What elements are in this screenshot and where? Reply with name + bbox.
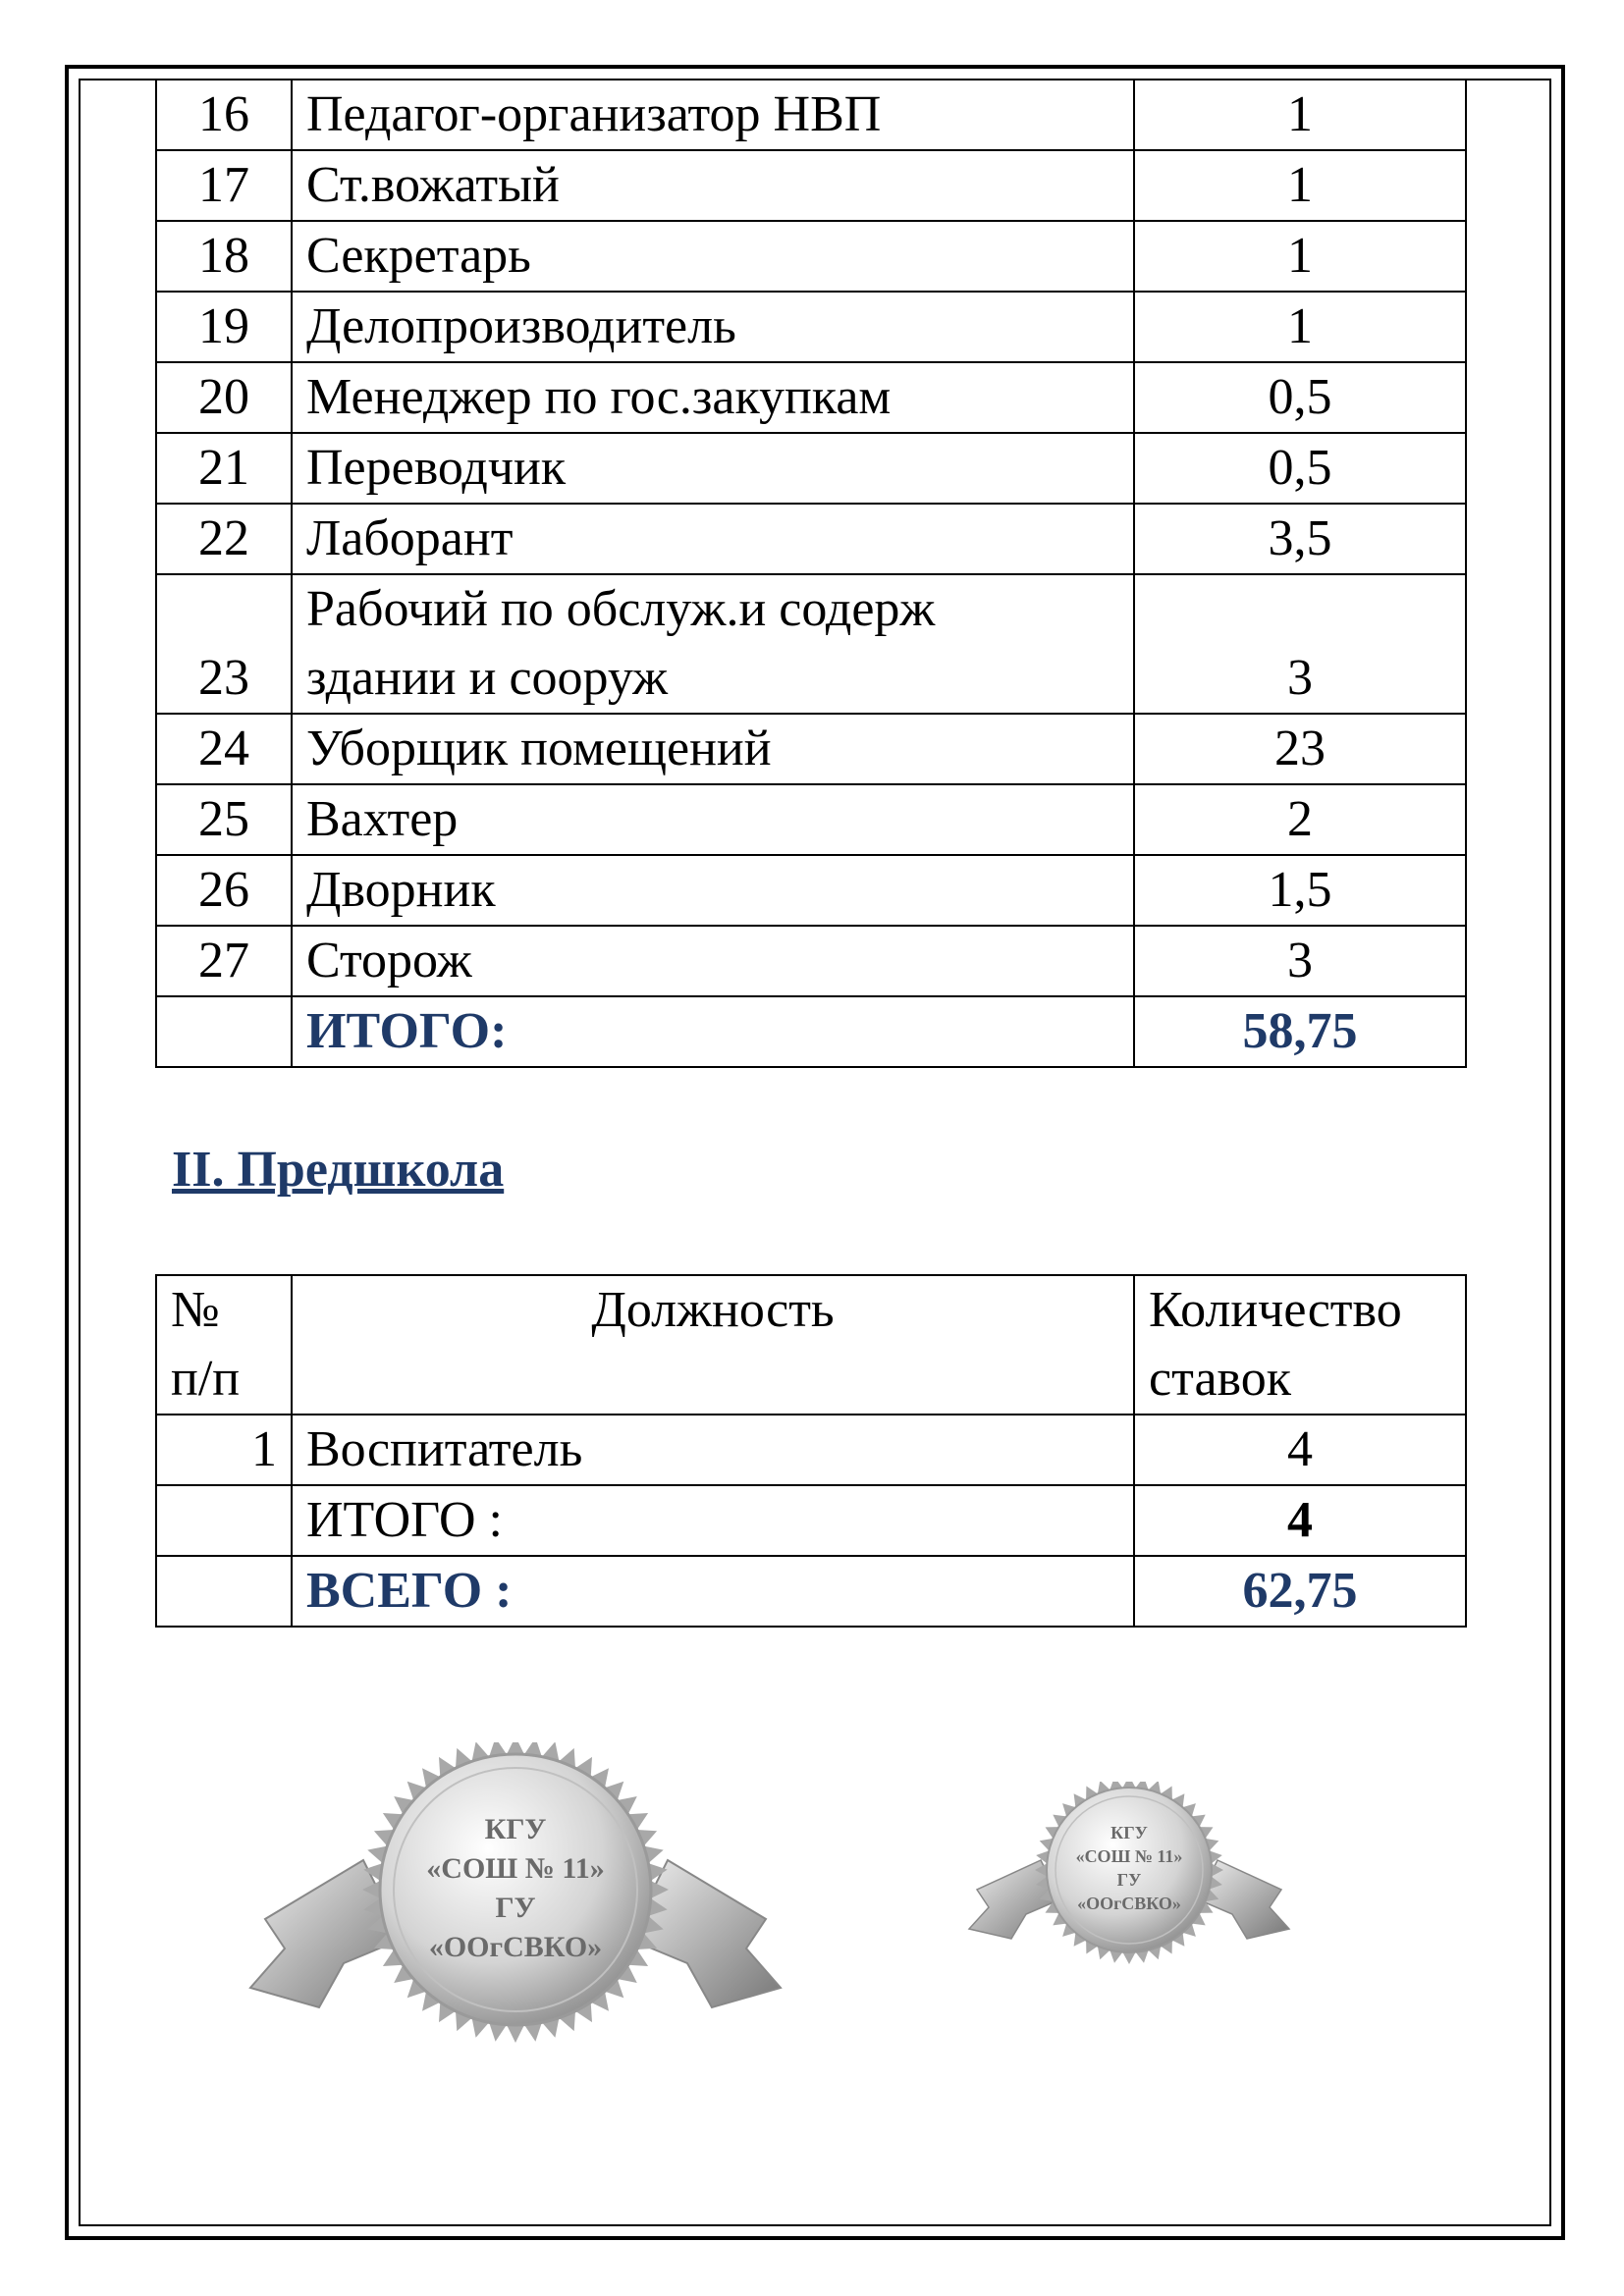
seal-large xyxy=(245,1742,785,2066)
row-number: 20 xyxy=(156,362,292,433)
position-name: Лаборант xyxy=(292,504,1134,574)
rate-count: 3 xyxy=(1134,574,1466,714)
position-name: Уборщик помещений xyxy=(292,714,1134,784)
staff-table xyxy=(155,79,1467,1068)
position-name: Ст.вожатый xyxy=(292,150,1134,221)
position-name: Секретарь xyxy=(292,221,1134,292)
table-row xyxy=(156,574,1466,714)
table-row xyxy=(156,292,1466,362)
row-number: 25 xyxy=(156,784,292,855)
position-name: Вахтер xyxy=(292,784,1134,855)
table-row xyxy=(156,855,1466,926)
table-row xyxy=(156,221,1466,292)
position-name xyxy=(292,574,1134,714)
rate-count: 1 xyxy=(1134,150,1466,221)
seal-line: ГУ xyxy=(495,1892,536,1924)
total-value: 58,75 xyxy=(1134,996,1466,1067)
position-name: Сторож xyxy=(292,926,1134,996)
seal-line: «ООгСВКО» xyxy=(428,1931,603,1963)
header-number-line: № xyxy=(171,1282,220,1338)
header-count xyxy=(1134,1275,1466,1415)
position-name: Дворник xyxy=(292,855,1134,926)
position-name-line: здании и сооруж xyxy=(306,650,669,706)
seal-line: КГУ xyxy=(484,1813,547,1845)
seal-disc xyxy=(380,1754,651,2025)
position-name: Переводчик xyxy=(292,433,1134,504)
rate-count: 3 xyxy=(1134,926,1466,996)
grand-total-row xyxy=(156,1556,1466,1627)
header-position: Должность xyxy=(292,1275,1134,1415)
rate-count: 23 xyxy=(1134,714,1466,784)
subtotal-label: ИТОГО : xyxy=(292,1485,1134,1556)
empty-cell xyxy=(156,1485,292,1556)
table-row xyxy=(156,504,1466,574)
subtotal-row xyxy=(156,1485,1466,1556)
grand-total-label: ВСЕГО : xyxy=(292,1556,1134,1627)
empty-cell xyxy=(156,1556,292,1627)
position-name: Делопроизводитель xyxy=(292,292,1134,362)
seal-line: КГУ xyxy=(1110,1823,1148,1842)
preschool-table xyxy=(155,1274,1467,1628)
seal-line: «ООгСВКО» xyxy=(1077,1894,1181,1913)
total-row xyxy=(156,996,1466,1067)
rate-count: 0,5 xyxy=(1134,362,1466,433)
table-row xyxy=(156,926,1466,996)
table-row xyxy=(156,80,1466,150)
table-row xyxy=(156,362,1466,433)
header-count-line: Количество xyxy=(1149,1282,1402,1338)
table-row xyxy=(156,714,1466,784)
rate-count: 3,5 xyxy=(1134,504,1466,574)
rate-count: 0,5 xyxy=(1134,433,1466,504)
rate-count: 4 xyxy=(1134,1415,1466,1485)
position-name: Педагог-организатор НВП xyxy=(292,80,1134,150)
seal-line: «СОШ № 11» xyxy=(426,1852,605,1885)
row-number: 16 xyxy=(156,80,292,150)
rate-count: 1 xyxy=(1134,221,1466,292)
seal-line: ГУ xyxy=(1116,1870,1142,1890)
total-label: ИТОГО: xyxy=(292,996,1134,1067)
rate-count: 2 xyxy=(1134,784,1466,855)
row-number: 27 xyxy=(156,926,292,996)
row-number: 24 xyxy=(156,714,292,784)
row-number: 1 xyxy=(156,1415,292,1485)
rate-count: 1 xyxy=(1134,292,1466,362)
row-number: 22 xyxy=(156,504,292,574)
table-header-row xyxy=(156,1275,1466,1415)
row-number: 18 xyxy=(156,221,292,292)
seal-line: «СОШ № 11» xyxy=(1075,1846,1183,1866)
header-count-line: ставок xyxy=(1149,1351,1291,1407)
position-name-line: Рабочий по обслуж.и содерж xyxy=(306,581,936,637)
subtotal-value: 4 xyxy=(1134,1485,1466,1556)
row-number: 23 xyxy=(156,574,292,714)
seal-small xyxy=(967,1782,1291,1978)
row-number: 19 xyxy=(156,292,292,362)
header-number-line: п/п xyxy=(171,1351,241,1407)
grand-total-value: 62,75 xyxy=(1134,1556,1466,1627)
row-number: 21 xyxy=(156,433,292,504)
header-number xyxy=(156,1275,292,1415)
empty-cell xyxy=(156,996,292,1067)
rate-count: 1 xyxy=(1134,80,1466,150)
position-name: Менеджер по гос.закупкам xyxy=(292,362,1134,433)
table-row xyxy=(156,433,1466,504)
row-number: 26 xyxy=(156,855,292,926)
table-row xyxy=(156,1415,1466,1485)
section-title: II. Предшкола xyxy=(172,1142,505,1198)
row-number: 17 xyxy=(156,150,292,221)
table-row xyxy=(156,784,1466,855)
position-name: Воспитатель xyxy=(292,1415,1134,1485)
rate-count: 1,5 xyxy=(1134,855,1466,926)
table-row xyxy=(156,150,1466,221)
